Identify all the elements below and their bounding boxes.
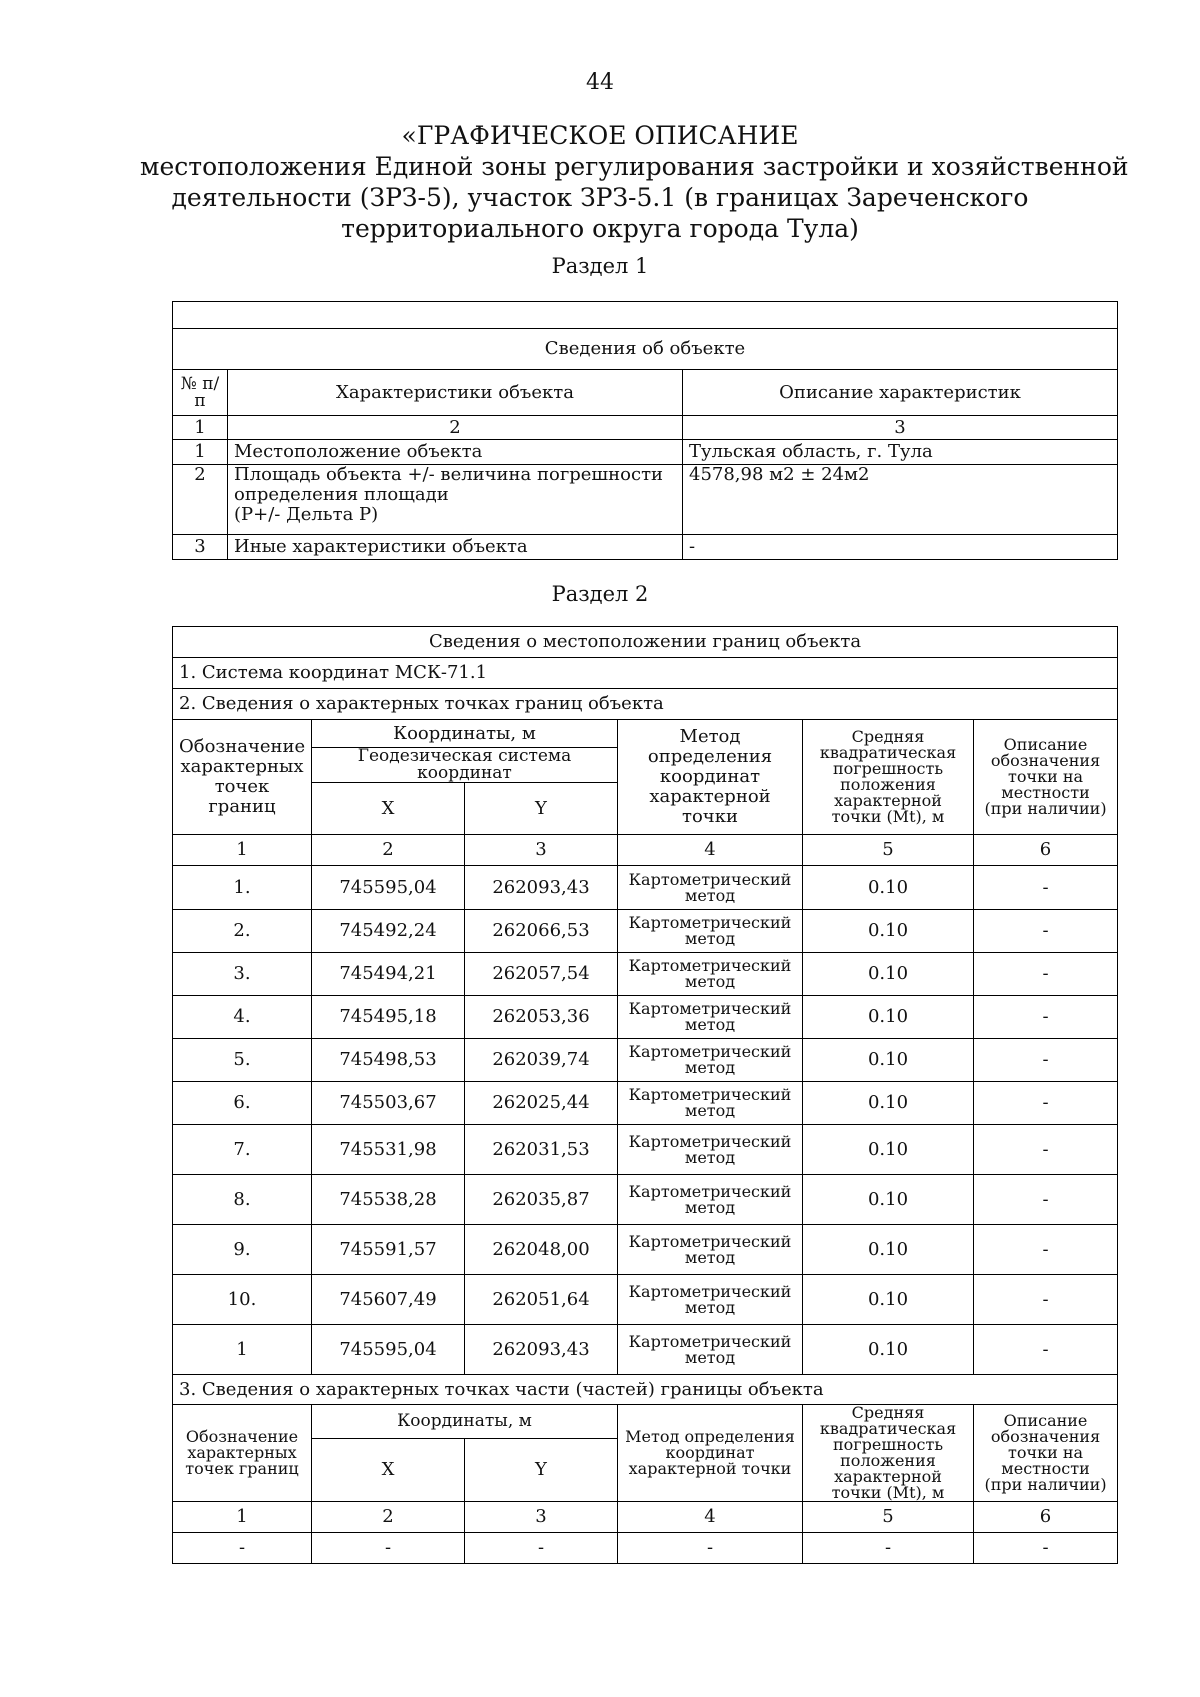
part-col-number: 4: [618, 1502, 803, 1533]
part-col-number: 1: [173, 1502, 312, 1533]
part-header-coords: Координаты, м: [312, 1405, 618, 1439]
col-number: 4: [618, 835, 803, 866]
point-description: -: [974, 1225, 1118, 1275]
part-cell: -: [312, 1533, 465, 1564]
point-description: -: [974, 996, 1118, 1039]
point-error: 0.10: [803, 1175, 974, 1225]
header-y: Y: [465, 783, 618, 835]
part-title: 3. Сведения о характерных точках части (частей) границы объекта: [173, 1375, 1118, 1405]
header-description: Описание характеристик: [683, 370, 1118, 416]
part-col-number: 2: [312, 1502, 465, 1533]
point-description: -: [974, 1039, 1118, 1082]
part-cell: -: [465, 1533, 618, 1564]
point-error: 0.10: [803, 996, 974, 1039]
point-x: 745538,28: [312, 1175, 465, 1225]
point-method: Картометрический метод: [618, 996, 803, 1039]
document-title: [140, 120, 1129, 244]
point-y: 262066,53: [465, 910, 618, 953]
point-description: -: [974, 1125, 1118, 1175]
characteristic-line: Площадь объекта +/- величина погрешности: [234, 464, 664, 485]
table-row: [173, 1175, 1118, 1225]
header-geodetic: Геодезическая система координат: [312, 748, 618, 783]
point-x: 745591,57: [312, 1225, 465, 1275]
row-num: 1: [173, 440, 228, 465]
header-point-description: Описание обозначения точки на местности (при наличии): [974, 720, 1118, 835]
table-row: [173, 910, 1118, 953]
object-info-table: [172, 301, 1118, 560]
page-number: 44: [586, 70, 614, 95]
row-description: Тульская область, г. Тула: [683, 440, 1118, 465]
point-error: 0.10: [803, 1082, 974, 1125]
point-id: 3.: [173, 953, 312, 996]
title-line-1: «ГРАФИЧЕСКОЕ ОПИСАНИЕ: [401, 121, 799, 150]
point-id: 6.: [173, 1082, 312, 1125]
point-y: 262025,44: [465, 1082, 618, 1125]
coord-system: 1. Система координат МСК-71.1: [173, 658, 1118, 689]
point-method: Картометрический метод: [618, 1039, 803, 1082]
part-header-x: X: [312, 1439, 465, 1502]
part-table-row: [173, 1533, 1118, 1564]
object-info-title: Сведения об объекте: [173, 329, 1118, 370]
col-number: 2: [312, 835, 465, 866]
point-description: -: [974, 1082, 1118, 1125]
point-x: 745607,49: [312, 1275, 465, 1325]
point-y: 262057,54: [465, 953, 618, 996]
table-row: [173, 1039, 1118, 1082]
point-description: -: [974, 953, 1118, 996]
point-method: Картометрический метод: [618, 1325, 803, 1375]
point-x: 745498,53: [312, 1039, 465, 1082]
header-x: X: [312, 783, 465, 835]
col-number: 3: [465, 835, 618, 866]
point-id: 7.: [173, 1125, 312, 1175]
points-title: 2. Сведения о характерных точках границ объекта: [173, 689, 1118, 720]
characteristic-line: (Р+/- Дельта Р): [234, 504, 379, 525]
point-method: Картометрический метод: [618, 866, 803, 910]
header-error: Средняя квадратическая погрешность положения характерной точки (Mt), м: [803, 720, 974, 835]
point-description: -: [974, 1275, 1118, 1325]
point-x: 745495,18: [312, 996, 465, 1039]
header-coords: Координаты, м: [312, 720, 618, 748]
part-header-y: Y: [465, 1439, 618, 1502]
point-x: 745494,21: [312, 953, 465, 996]
point-error: 0.10: [803, 866, 974, 910]
header-num: № п/п: [173, 370, 228, 416]
point-id: 5.: [173, 1039, 312, 1082]
col-number-1: 1: [173, 416, 228, 440]
table-row: [173, 1275, 1118, 1325]
point-method: Картометрический метод: [618, 1275, 803, 1325]
point-error: 0.10: [803, 1275, 974, 1325]
point-error: 0.10: [803, 1039, 974, 1082]
part-header-description: Описание обозначения точки на местности (при наличии): [974, 1405, 1118, 1502]
row-description: -: [683, 535, 1118, 560]
point-id: 4.: [173, 996, 312, 1039]
part-col-number: 3: [465, 1502, 618, 1533]
title-line-2: местоположения Единой зоны регулирования застройки и хозяйственной: [140, 152, 1129, 181]
table-row: [173, 1125, 1118, 1175]
part-cell: -: [974, 1533, 1118, 1564]
point-x: 745531,98: [312, 1125, 465, 1175]
point-y: 262039,74: [465, 1039, 618, 1082]
col-number-3: 3: [683, 416, 1118, 440]
part-col-number: 6: [974, 1502, 1118, 1533]
table-row: [173, 1325, 1118, 1375]
part-header-method: Метод определения координат характерной точки: [618, 1405, 803, 1502]
characteristic-line: определения площади: [234, 484, 449, 505]
point-method: Картометрический метод: [618, 1125, 803, 1175]
section2-heading: Раздел 2: [551, 582, 649, 606]
part-cell: -: [173, 1533, 312, 1564]
point-method: Картометрический метод: [618, 1225, 803, 1275]
point-x: 745503,67: [312, 1082, 465, 1125]
table-row: [173, 1225, 1118, 1275]
table-row: [173, 866, 1118, 910]
point-x: 745595,04: [312, 1325, 465, 1375]
point-y: 262093,43: [465, 866, 618, 910]
point-id: 8.: [173, 1175, 312, 1225]
row-characteristic: Местоположение объекта: [228, 440, 683, 465]
row-num: 2: [173, 465, 228, 535]
point-id: 1.: [173, 866, 312, 910]
point-x: 745595,04: [312, 866, 465, 910]
part-header-designation: Обозначение характерных точек границ: [173, 1405, 312, 1502]
point-error: 0.10: [803, 953, 974, 996]
title-line-4: территориального округа города Тула): [341, 214, 859, 243]
row-description: 4578,98 м2 ± 24м2: [683, 465, 1118, 535]
table-row: [173, 953, 1118, 996]
col-number: 6: [974, 835, 1118, 866]
section1-heading: Раздел 1: [551, 254, 649, 278]
point-y: 262093,43: [465, 1325, 618, 1375]
point-id: 2.: [173, 910, 312, 953]
boundary-table: [172, 626, 1118, 1564]
header-characteristics: Характеристики объекта: [228, 370, 683, 416]
point-y: 262048,00: [465, 1225, 618, 1275]
point-y: 262053,36: [465, 996, 618, 1039]
col-number: 1: [173, 835, 312, 866]
point-error: 0.10: [803, 1325, 974, 1375]
table-row: [173, 996, 1118, 1039]
table-row: [173, 465, 1118, 535]
point-y: 262051,64: [465, 1275, 618, 1325]
part-col-number: 5: [803, 1502, 974, 1533]
row-characteristic: Иные характеристики объекта: [228, 535, 683, 560]
row-characteristic: [228, 465, 683, 535]
point-x: 745492,24: [312, 910, 465, 953]
point-description: -: [974, 1325, 1118, 1375]
point-method: Картометрический метод: [618, 910, 803, 953]
title-line-3: деятельности (ЗРЗ-5), участок ЗРЗ-5.1 (в границах Зареченского: [171, 183, 1029, 212]
part-cell: -: [618, 1533, 803, 1564]
point-error: 0.10: [803, 1225, 974, 1275]
point-y: 262035,87: [465, 1175, 618, 1225]
point-method: Картометрический метод: [618, 1082, 803, 1125]
point-description: -: [974, 910, 1118, 953]
col-number-2: 2: [228, 416, 683, 440]
table-row: [173, 1082, 1118, 1125]
point-method: Картометрический метод: [618, 1175, 803, 1225]
point-id: 1: [173, 1325, 312, 1375]
point-error: 0.10: [803, 1125, 974, 1175]
header-designation: Обозначение характерных точек границ: [173, 720, 312, 835]
table-row: [173, 535, 1118, 560]
row-num: 3: [173, 535, 228, 560]
part-cell: -: [803, 1533, 974, 1564]
point-description: -: [974, 866, 1118, 910]
point-id: 10.: [173, 1275, 312, 1325]
col-number: 5: [803, 835, 974, 866]
part-header-error: Средняя квадратическая погрешность положения характерной точки (Mt), м: [803, 1405, 974, 1502]
empty-header-row: [173, 302, 1118, 329]
point-description: -: [974, 1175, 1118, 1225]
point-y: 262031,53: [465, 1125, 618, 1175]
boundary-table-title: Сведения о местоположении границ объекта: [173, 627, 1118, 658]
table-row: [173, 440, 1118, 465]
point-method: Картометрический метод: [618, 953, 803, 996]
point-id: 9.: [173, 1225, 312, 1275]
point-error: 0.10: [803, 910, 974, 953]
header-method: Метод определения координат характерной точки: [618, 720, 803, 835]
